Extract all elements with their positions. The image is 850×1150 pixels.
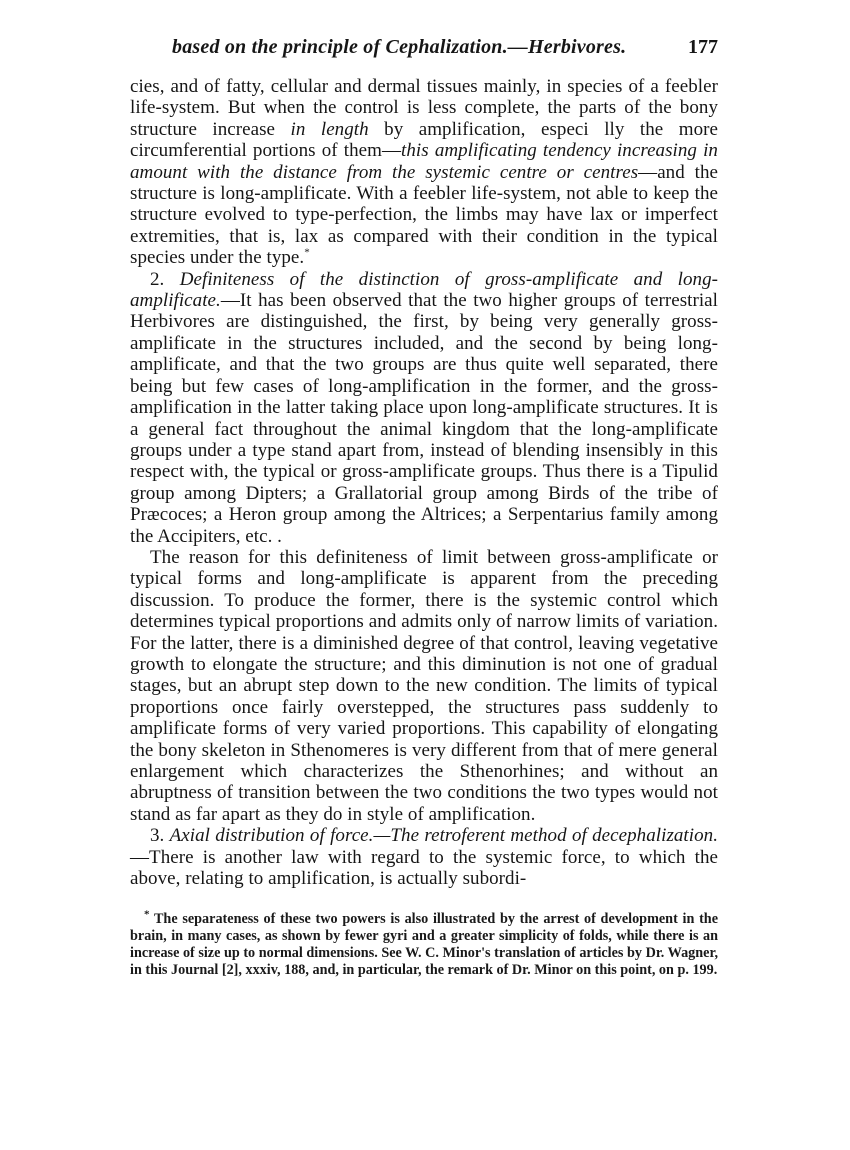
paragraph-continued [130, 76, 718, 269]
italic-phrase: this amplificating tendency increasing in amount with the distance from the systemic centre or centres [130, 140, 718, 183]
section-number: 2. [150, 268, 180, 290]
paragraph-text: —It has been observed that the two higher groups of terrestrial Herbivores are distinguished, the first, by being very generally gross-amplificate in the structures included, and the second by being long-amplificate, and that the two groups are thus quite well separated, there being but few cases of long-amplification in the former, and the gross-amplification in the latter taking place upon long-amplificate structures. It is a general fact throughout the animal kingdom that the long-amplificate groups under a type stand apart from, instead of blending insensibly in this respect with, the typical or gross-amplificate groups. Thus there is a Tipulid group among Dipters; a Grallatorial group among Birds of the tribe of Præcoces; a Heron group among the Altrices; a Serpentarius family among the Accipiters, etc. . [130, 290, 718, 547]
paragraph-reason: The reason for this definiteness of limit between gross-amplificate or typical forms and long-amplificate is apparent from the preceding discussion. To produce the former, there is the systemic control which determines typical proportions and admits only of narrow limits of variation. For the latter, there is a diminished degree of that control, leaving vegetative growth to elongate the structure; and this diminution is not one of gradual stages, but an abrupt step down to the new condition. The limits of typical proportions once fairly overstepped, the structures pass suddenly to amplificate forms of very varied proportions. This capability of elongating the bony skeleton in Sthenomeres is very different from that of mere general enlargement which characterizes the Sthenorhines; and without an abruptness of transition between the two conditions the two types would not stand as far apart as they do in style of amplification. [130, 546, 718, 825]
footnote [130, 908, 718, 979]
paragraph-section-3 [130, 825, 718, 889]
footnote-text: The separateness of these two powers is also illustrated by the arrest of development in the brain, in many cases, as shown by fewer gyri and a greater simplicity of folds, while there is an increase of size up to normal dimensions. See W. C. Minor's translation of articles by Dr. Wagner, in this Journal [2], xxxiv, 188, and, in particular, the remark of Dr. Minor on this point, on p. 199. [130, 911, 718, 979]
section-heading: Axial distribution of force.—The retroferent method of decephalization. [169, 825, 718, 847]
book-page [130, 30, 718, 979]
paragraph-text: —and the structure is long-amplificate. With a feebler life-system, not able to keep the structure evolved to type-perfection, the limbs may have lax or imperfect extremities, that is, lax as compared with their condition in the typical species under the type. [130, 161, 718, 269]
italic-phrase: in length [290, 118, 369, 140]
footnote-mark: * [144, 908, 150, 921]
section-heading: Definiteness of the distinction of gross-amplificate and long-amplificate. [130, 268, 719, 312]
paragraph-text: cies, and of fatty, cellular and dermal tissues mainly, in species of a feebler life-system. But when the control is less complete, the parts of the bony structure increase [130, 76, 718, 140]
footnotes [130, 908, 718, 979]
paragraph-section-2 [130, 269, 718, 547]
body-text [130, 76, 718, 889]
footnote-reference: * [304, 246, 310, 259]
paragraph-text: —There is another law with regard to the systemic force, to which the above, relating to amplification, is actually subordi- [130, 846, 718, 890]
page-number: 177 [688, 36, 718, 58]
section-number: 3. [150, 825, 170, 847]
running-head [130, 30, 718, 64]
paragraph-text: by amplification, especi lly the more circumferential portions of them— [130, 118, 718, 162]
running-title: based on the principle of Cephalization.—Herbivores. [172, 36, 627, 58]
